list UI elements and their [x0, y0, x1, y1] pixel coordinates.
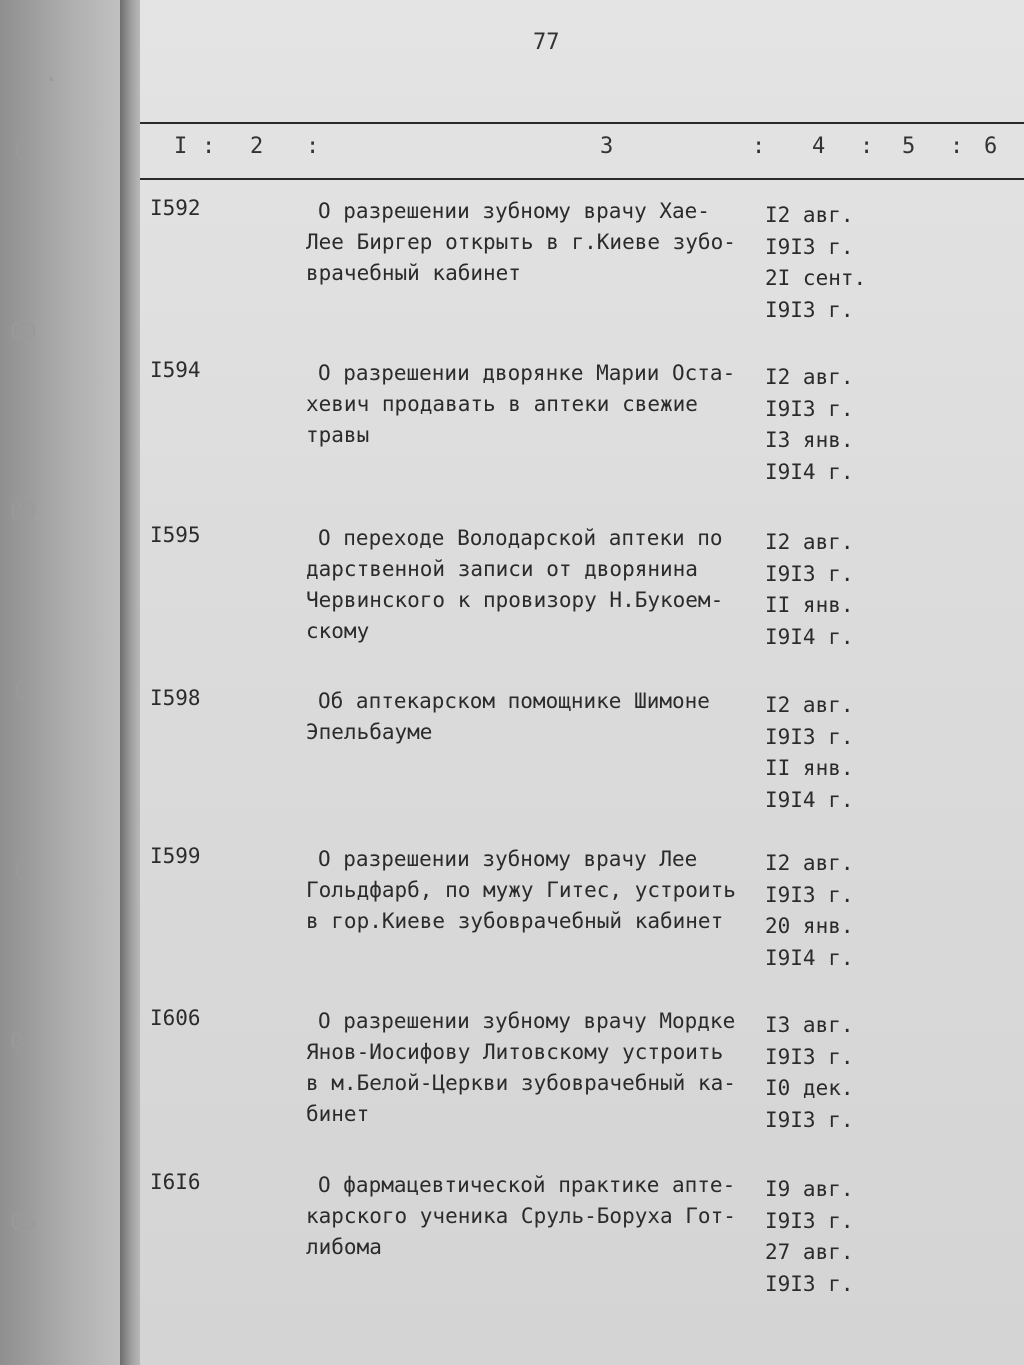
date-line: I9I3 г. [765, 1208, 854, 1233]
bleed-mark: 0 [10, 1030, 24, 1055]
record-title-line: О переходе Володарской аптеки по [318, 526, 723, 550]
record-number: I595 [150, 523, 201, 547]
bleed-mark: 06 [10, 1210, 37, 1235]
date-line: I9I3 г. [765, 724, 854, 749]
date-line: I9I4 г. [765, 459, 854, 484]
column-separator: : [950, 134, 964, 159]
date-line: 2I сент. [765, 266, 867, 290]
date-line: I9 авг. [765, 1177, 854, 1201]
column-number: 3 [600, 134, 614, 159]
date-line: I9I3 г. [765, 1044, 854, 1069]
record-title-line: дарственной записи от дворянина [306, 557, 698, 581]
record-title-line: либома [306, 1235, 382, 1259]
record-dates [765, 1174, 875, 1300]
column-number: 6 [984, 134, 998, 159]
date-line: 20 янв. [765, 914, 854, 938]
date-line: I3 янв. [765, 428, 854, 452]
record-title-line: в м.Белой-Церкви зубоврачебный ка- [306, 1071, 736, 1095]
record-dates [765, 362, 875, 488]
column-separator: : [860, 134, 874, 159]
column-header-row [140, 128, 1024, 172]
date-line: I9I3 г. [765, 396, 854, 421]
date-line: I9I3 г. [765, 1107, 854, 1132]
record-title-line: О разрешении дворянке Марии Оста- [318, 361, 736, 385]
column-number: 2 [250, 134, 264, 159]
bleed-mark: 0 [14, 140, 28, 165]
date-line: I2 авг. [765, 851, 854, 875]
header-rule-top [140, 122, 1024, 124]
bleed-mark: 00 [10, 500, 37, 525]
bleed-mark: : . [18, 62, 58, 87]
date-line: I2 авг. [765, 530, 854, 554]
record-title-line: врачебный кабинет [306, 261, 521, 285]
record-title-line: травы [306, 423, 370, 447]
date-line: I9I4 г. [765, 945, 854, 970]
facing-page-edge [0, 0, 135, 1365]
date-line: I9I3 г. [765, 561, 854, 586]
date-line: I2 авг. [765, 693, 854, 717]
record-title-line: бинет [306, 1102, 370, 1126]
date-line: II янв. [765, 756, 854, 780]
record-title-line: Червинского к провизору Н.Букоем- [306, 588, 724, 612]
record-title-line: скому [306, 619, 370, 643]
record-title [306, 1170, 754, 1263]
record-title [306, 686, 754, 748]
date-line: I0 дек. [765, 1076, 854, 1100]
record-title-line: Эпельбауме [306, 720, 433, 744]
record-dates [765, 848, 875, 974]
record-title-line: хевич продавать в аптеки свежие [306, 392, 698, 416]
record-title [306, 1006, 754, 1130]
record-title-line: О разрешении зубному врачу Мордке [318, 1009, 736, 1033]
record-title-line: О фармацевтической практике апте- [318, 1173, 736, 1197]
record-dates [765, 200, 875, 326]
record-title-line: О разрешении зубному врачу Лее [318, 847, 698, 871]
date-line: I9I4 г. [765, 624, 854, 649]
archive-page [140, 0, 1024, 1365]
record-number: I594 [150, 358, 201, 382]
bleed-mark: 00 [10, 320, 37, 345]
header-rule-bottom [140, 178, 1024, 180]
record-title-line: О разрешении зубному врачу Хае- [318, 199, 710, 223]
record-number: I598 [150, 686, 201, 710]
record-dates [765, 1010, 875, 1136]
record-title-line: Гольдфарб, по мужу Гитес, устроить [306, 878, 736, 902]
bleed-mark: 0 [14, 680, 28, 705]
date-line: I9I3 г. [765, 297, 854, 322]
record-title [306, 844, 754, 937]
column-number: 4 [812, 134, 826, 159]
date-line: I9I3 г. [765, 234, 854, 259]
page-number: 77 [533, 30, 560, 55]
column-separator: : [752, 134, 766, 159]
date-line: I9I3 г. [765, 882, 854, 907]
record-number: I599 [150, 844, 201, 868]
record-dates [765, 690, 875, 816]
record-number: I6I6 [150, 1170, 201, 1194]
date-line: II янв. [765, 593, 854, 617]
record-title [306, 196, 754, 289]
record-title-line: Об аптекарском помощнике Шимоне [318, 689, 710, 713]
date-line: I9I4 г. [765, 787, 854, 812]
column-number: 5 [902, 134, 916, 159]
date-line: I2 авг. [765, 203, 854, 227]
record-number: I592 [150, 196, 201, 220]
record-dates [765, 527, 875, 653]
record-title-line: карского ученика Сруль-Боруха Гот- [306, 1204, 736, 1228]
record-title-line: в гор.Киеве зубоврачебный кабинет [306, 909, 724, 933]
date-line: 27 авг. [765, 1240, 854, 1264]
record-number: I606 [150, 1006, 201, 1030]
record-title-line: Янов-Иосифову Литовскому устроить [306, 1040, 724, 1064]
date-line: I2 авг. [765, 365, 854, 389]
record-title [306, 358, 754, 451]
record-title [306, 523, 754, 647]
date-line: I9I3 г. [765, 1271, 854, 1296]
bleed-mark: 0 [14, 860, 28, 885]
date-line: I3 авг. [765, 1013, 854, 1037]
column-separator: : [202, 134, 216, 159]
record-title-line: Лее Биргер открыть в г.Киеве зубо- [306, 230, 736, 254]
column-number: I [174, 134, 188, 159]
column-separator: : [306, 134, 320, 159]
